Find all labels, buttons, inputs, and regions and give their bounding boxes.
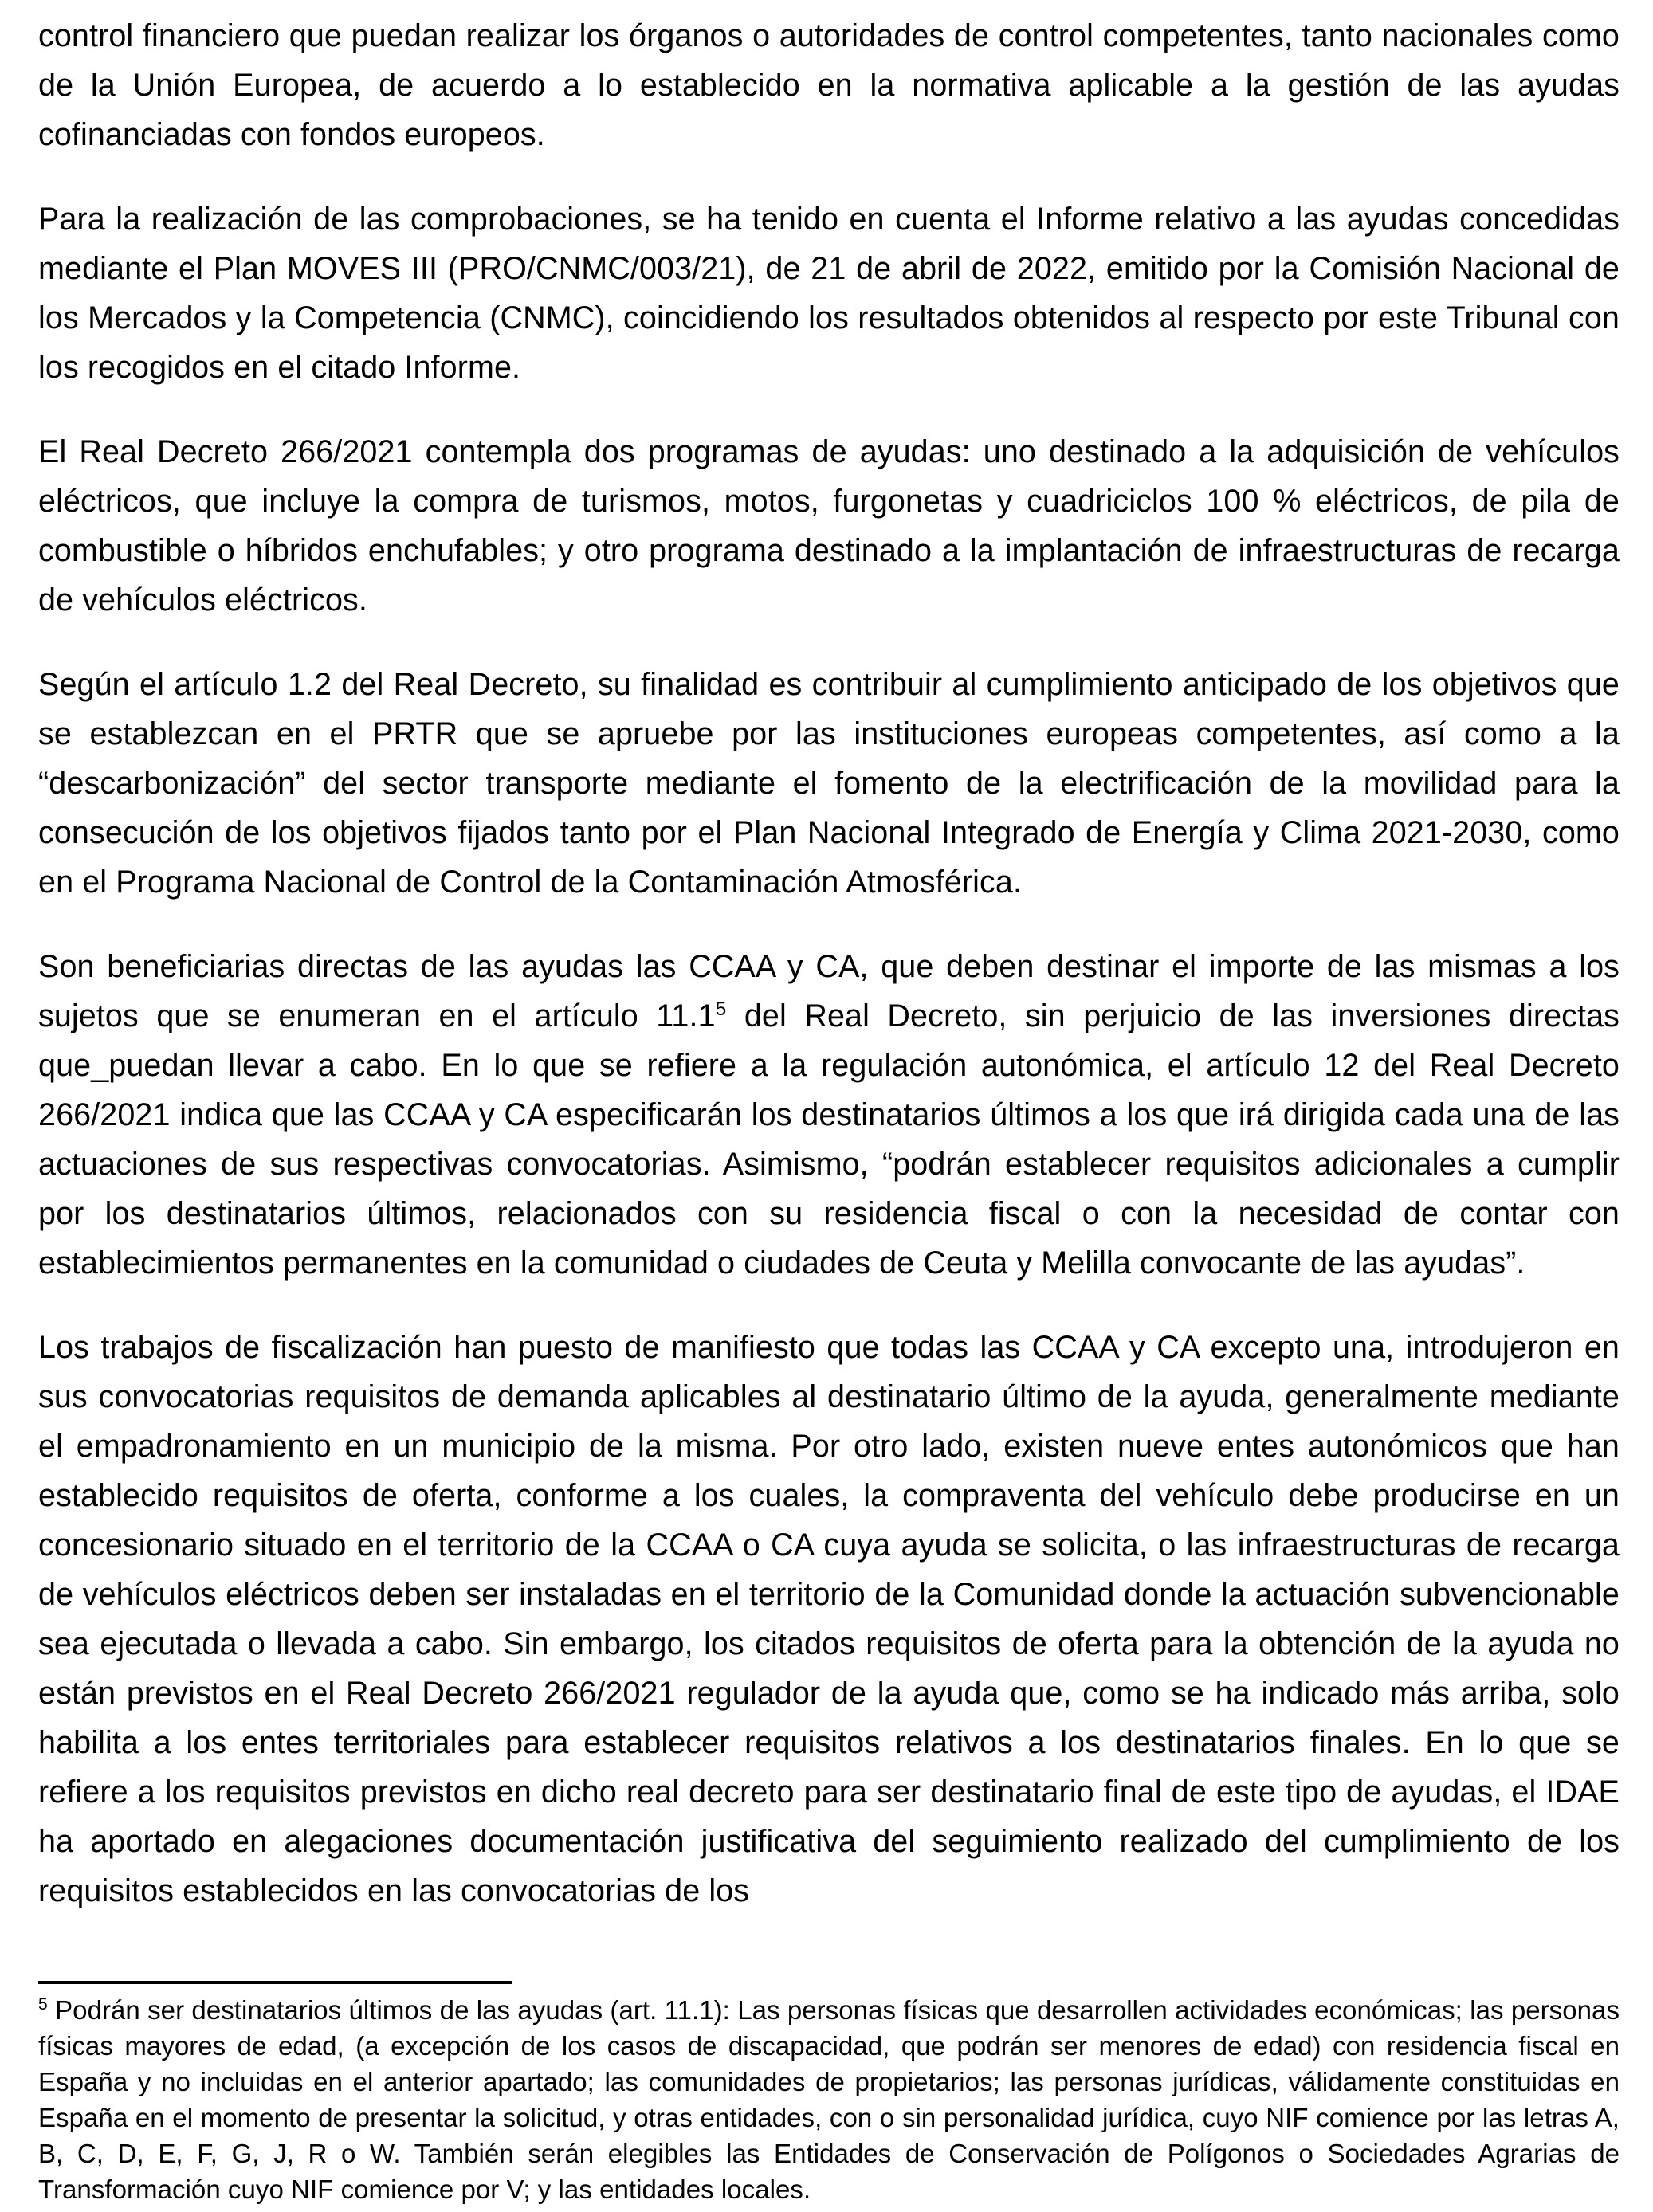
footnote-reference-5[interactable]: 5 xyxy=(715,998,727,1020)
body-paragraph-1: control financiero que puedan realizar los órganos o autoridades de control competentes, tanto nacionales como de la Unión Europea, de acuerdo a lo establecido en la normativa aplicable a la gestión de las ayudas cofinanciadas con fondos europeos. xyxy=(38,18,1620,152)
footnote-5 xyxy=(38,1992,1620,2207)
paragraph-5-part-1: Son beneficiarias directas de las ayudas las CCAA y CA, que deben destinar el importe de las mismas a los sujetos que se enumeran en el artículo 11.1 xyxy=(38,949,1620,1033)
body-paragraph-6: Los trabajos de fiscalización han puesto de manifiesto que todas las CCAA y CA excepto una, introdujeron en sus convocatorias requisitos de demanda aplicables al destinatario último de la ayuda, generalmente mediante el empadronamiento en un municipio de la misma. Por otro lado, existen nueve entes autonómicos que han establecido requisitos de oferta, conforme a los cuales, la compraventa del vehículo debe producirse en un concesionario situado en el territorio de la CCAA o CA cuya ayuda se solicita, o las infraestructuras de recarga de vehículos eléctricos deben ser instaladas en el territorio de la Comunidad donde la actuación subvencionable sea ejecutada o llevada a cabo. Sin embargo, los citados requisitos de oferta para la obtención de la ayuda no están previstos en el Real Decreto 266/2021 regulador de la ayuda que, como se ha indicado más arriba, solo habilita a los entes territoriales para establecer requisitos relativos a los destinatarios finales. En lo que se refiere a los requisitos previstos en dicho real decreto para ser destinatario final de este tipo de ayudas, el IDAE ha aportado en alegaciones documentación justificativa del seguimiento realizado del cumplimiento de los requisitos establecidos en las convocatorias de los xyxy=(38,1330,1620,1908)
footnote-section xyxy=(38,1981,1620,2207)
footnote-marker-5: 5 xyxy=(38,1995,48,2014)
document-body xyxy=(38,11,1620,1916)
body-paragraph-2: Para la realización de las comprobaciones, se ha tenido en cuenta el Informe relativo a las ayudas concedidas mediante el Plan MOVES III (PRO/CNMC/003/21), de 21 de abril de 2022, emitido por la Comisión Nacional de los Mercados y la Competencia (CNMC), coincidiendo los resultados obtenidos al respecto por este Tribunal con los recogidos en el citado Informe. xyxy=(38,202,1620,385)
footnote-separator-rule xyxy=(38,1981,512,1984)
body-paragraph-5 xyxy=(38,942,1620,1288)
footnote-body-text: Podrán ser destinatarios últimos de las ayudas (art. 11.1): Las personas físicas que desarrollen actividades económicas; las personas físicas mayores de edad, (a excepción de los casos de discapacidad, que podrán ser menores de edad) con residencia fiscal en España y no incluidas en el anterior apartado; las comunidades de propietarios; las personas jurídicas, válidamente constituidas en España en el momento de presentar la solicitud, y otras entidades, con o sin personalidad jurídica, cuyo NIF comience por las letras A, B, C, D, E, F, G, J, R o W. También serán elegibles las Entidades de Conservación de Polígonos o Sociedades Agrarias de Transformación cuyo NIF comience por V; y las entidades locales. xyxy=(38,1995,1620,2204)
body-paragraph-3: El Real Decreto 266/2021 contempla dos programas de ayudas: uno destinado a la adquisición de vehículos eléctricos, que incluye la compra de turismos, motos, furgonetas y cuadriciclos 100 % eléctricos, de pila de combustible o híbridos enchufables; y otro programa destinado a la implantación de infraestructuras de recarga de vehículos eléctricos. xyxy=(38,434,1620,618)
body-paragraph-4: Según el artículo 1.2 del Real Decreto, su finalidad es contribuir al cumplimiento anticipado de los objetivos que se establezcan en el PRTR que se apruebe por las instituciones europeas competentes, así como a la “descarbonización” del sector transporte mediante el fomento de la electrificación de la movilidad para la consecución de los objetivos fijados tanto por el Plan Nacional Integrado de Energía y Clima 2021-2030, como en el Programa Nacional de Control de la Contaminación Atmosférica. xyxy=(38,667,1620,900)
paragraph-5-part-2: del Real Decreto, sin perjuicio de las inversiones directas que_puedan llevar a cabo. En lo que se refiere a la regulación autonómica, el artículo 12 del Real Decreto 266/2021 indica que las CCAA y CA especificarán los destinatarios últimos a los que irá dirigida cada una de las actuaciones de sus respectivas convocatorias. Asimismo, “podrán establecer requisitos adicionales a cumplir por los destinatarios últimos, relacionados con su residencia fiscal o con la necesidad de contar con establecimientos permanentes en la comunidad o ciudades de Ceuta y Melilla convocante de las ayudas”. xyxy=(38,998,1620,1281)
